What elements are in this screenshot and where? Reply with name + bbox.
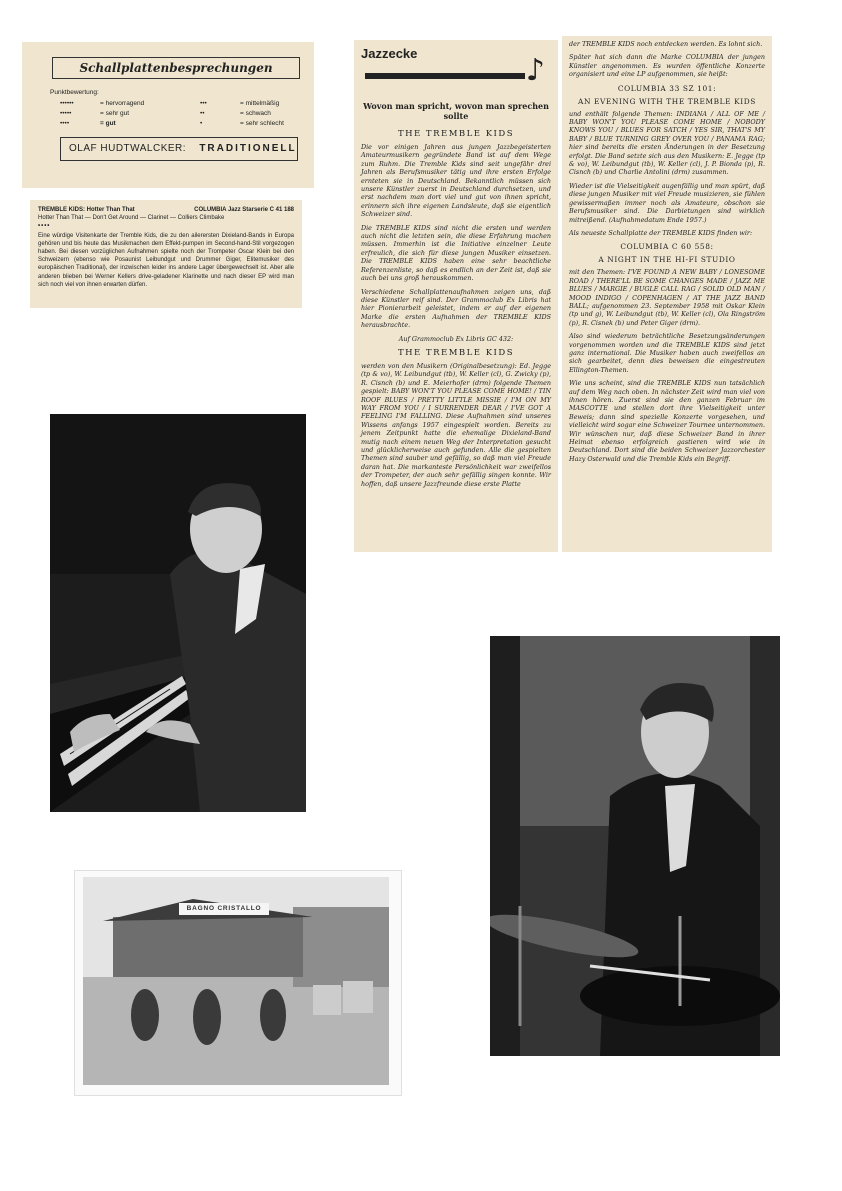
section-heading: THE TREMBLE KIDS <box>397 347 515 358</box>
drummer-illustration <box>490 636 780 1056</box>
jazzecke-headline: Wovon man spricht, wovon man sprechen sollte <box>363 101 549 121</box>
rating-symbol: ••• <box>200 100 207 107</box>
article-paragraph: Die TREMBLE KIDS sind nicht die ersten und werden auch nicht die letzten sein, die diese Erfahrung machen müssen. Immerhin ist die Initiative einzelner Leute erfreulich, die sich für diese jungen Musiker einsetzen. Die TREMBLE KIDS haben eine sehr beachtliche Referenzenliste, so daß es endlich an der Zeit ist, daß sie auch bei uns groß herauskommen. <box>361 223 551 283</box>
reviewer-box <box>60 137 298 161</box>
article-paragraph: Wieder ist die Vielseitigkeit augenfällig und man spürt, daß diese jungen Musiker mit viel Freude musizieren, sie fühlen gewissermaßen immer noch als Amateure, obschon sie Berufsmusiker sind. Die Darbietungen sind wirklich mitreißend. (Aufnahmedatum Ende 1957.) <box>569 181 765 224</box>
beach-photo-frame <box>74 870 402 1096</box>
record-review-text: Eine würdige Visitenkarte der Tremble Kids, die zu den ailerersten Dixieland-Bands in Europa gehören und bis heute das Musikmachen dem Effekt-pumpen im Second-hand-Stil vorgezogen haben. Bei diesen vorzüglichen Aufnahmen spielte noch der Trompeter Oscar Klein bei den Schweizern (ebenso wie Posaunist Leibundgut und Drummer Giger, Elitemusiker des europäischen Traditional), der inzwischen leider ins andere Lager übergewechselt ist. Aber alle anderen blieben bei Werner Kellers drive-geladener Klarinette und nach dieser EP wird man sich noch viel von ihnen erwarten dürfen. <box>38 232 294 288</box>
rating-label: = schwach <box>240 110 271 117</box>
article-paragraph: Wie uns scheint, sind die TREMBLE KIDS nun tatsächlich auf dem Weg nach oben. In nächster Zeit wird man viel von ihnen hören. Zuerst sind sie den ganzen Februar im MASCOTTE und stellen dort ihre Vielseitigkeit unter Beweis; dann sind spezielle Konzerte vorgesehen, und vielleicht wird sogar eine Schweizer Tournee unternommen. Wir wünschen nur, daß diese Schweizer Band in ihrer Heimat ebenso erfolgreich gastieren wird wie in Deutschland. Dort sind die beiden Schweizer Jazzorchester Hazy Osterwald und die Tremble Kids ein Begriff. <box>569 379 765 463</box>
beach-sign: BAGNO CRISTALLO <box>186 905 262 912</box>
saxophone-doodle-icon: ♪ <box>525 53 545 88</box>
rating-label: = sehr gut <box>100 110 130 117</box>
jazzecke-title: Jazzecke <box>361 46 418 61</box>
record-label: COLUMBIA Jazz Starserie C 41 188 <box>194 207 294 213</box>
rating-symbol: • <box>200 120 203 127</box>
record-tracks: Hotter Than That — Don't Get Around — Clarinet — Colliers Climbake <box>38 215 225 222</box>
rating-label: = hervorragend <box>100 100 145 107</box>
article-paragraph: Als neueste Schallplatte der TREMBLE KIDS finden wir: <box>569 228 753 237</box>
article-paragraph: der TREMBLE KIDS noch entdecken werden. Es lohnt sich. <box>569 40 763 48</box>
rating-label: = gut <box>100 120 116 127</box>
record-title: TREMBLE KIDS: Hotter Than That <box>38 207 135 213</box>
record-rating: •••• <box>38 223 51 230</box>
pianist-photo <box>50 414 306 812</box>
article-paragraph: mit den Themen: I'VE FOUND A NEW BABY / LONESOME ROAD / THERE'LL BE SOME CHANGES MADE / JAZZ ME BLUES / MARGIE / BUGLE CALL RAG / SOLID OLD MAN / MOOD INDIGO / COPENHAGEN / AT THE JAZZ BAND BALL; aufgenommen 23. September 1958 mit Oskar Klein (tp und g), W. Leibundgut (tb), W. Keller (cl), Ola Ringström (p), R. Cisnek (b) und Peter Giger (drm). <box>569 268 765 327</box>
article-paragraph: Also sind wiederum beträchtliche Besetzungsänderungen vorgenommen worden und die TREMBLE KIDS sind jetzt ganz international. Die Musiker haben auch zweifellos an sich gearbeitet, denn dies beweisen die eingestreuten Ellington-Themen. <box>569 332 765 374</box>
lp-label: COLUMBIA C 60 558: <box>620 242 714 252</box>
record-sub-label: Auf Grammoclub Ex Libris GC 432: <box>398 334 514 343</box>
record-review-clipping <box>30 200 302 308</box>
lp-title: AN EVENING WITH THE TREMBLE KIDS <box>578 96 756 106</box>
rating-legend <box>60 100 304 127</box>
article-paragraph: Später hat sich dann die Marke COLUMBIA der jungen Künstler angenommen. Es wurden öffentliche Konzerte organisiert und eine LP aufgenommen, sie heißt: <box>569 53 765 79</box>
jazzecke-continuation-clipping <box>562 36 772 552</box>
section-heading: THE TREMBLE KIDS <box>397 129 515 139</box>
jazzecke-clipping <box>354 40 558 552</box>
rating-legend-item <box>60 110 200 117</box>
lp-title: A NIGHT IN THE HI-FI STUDIO <box>598 255 736 265</box>
rating-legend-item <box>200 110 320 117</box>
article-paragraph: Verschiedene Schallplattenaufnahmen zeigen uns, daß diese Künstler reif sind. Der Grammoclub Ex Libris hat hier Pionierarbeit geleistet, indem er auf der eigenen Marke die ersten Aufnahmen der TREMBLE KIDS herausbrachte. <box>361 287 551 330</box>
rating-symbol: •• <box>200 110 205 117</box>
rating-label: = sehr schlecht <box>240 120 284 127</box>
lp-label: COLUMBIA 33 SZ 101: <box>617 83 717 93</box>
beach-photo <box>83 877 389 1085</box>
article-paragraph: werden von den Musikern (Originalbesetzung): Ed. Jegge (tp & vo), W. Leibundgut (tb), W. Keller (cl), G. Zwicky (p), R. Cisnch (b) und E. Meierhofer (drm) folgende Themen gespielt: BABY WON'T YOU PLEASE COME HOME! / TIN ROOF BLUES / PRETTY LITTLE MISSIE / I'M ON MY WAY FROM YOU / I SURRENDER DEAR / I'VE GOT A FEELING I'M FALLING. Diese Aufnahmen sind unseres Wissens anfangs 1957 eingespielt worden. Bereits zu jenem Zeitpunkt hatte die ehemalige Dixieland-Band mutig nach einem neuen Weg der Interpretation gesucht und glücklicherweise auch gefunden. Alle die gespielten Themen sind sauber und gefällig, so daß man viel Freude daran hat. Die markanteste Persönlichkeit war zweifellos der Trompeter, der auch sehr gefällig singen konnte. Wir hoffen, daß unsere Jazzfreunde diese erste Platte <box>361 361 551 488</box>
rating-legend-item <box>60 120 200 127</box>
rating-legend-clipping <box>22 42 314 188</box>
rating-legend-item <box>60 100 200 107</box>
rating-legend-item <box>200 100 320 107</box>
pianist-illustration <box>50 414 306 812</box>
rating-label: = mittelmäßig <box>240 100 280 107</box>
article-paragraph: und enthält folgende Themen: INDIANA / ALL OF ME / BABY WON'T YOU PLEASE COME HOME / NOBODY KNOWS YOU / BLUES FOR SATCH / YES SIR, THAT'S MY BABY / BLUE TURNING GREY OVER YOU / PANAMA RAG; hier sind bereits die ersten Änderungen in der Besetzung erfolgt. Die Band setzte sich aus den Musikern: E. Jegge (tp & vo), W. Leibundgut (tb), W. Keller (cl), J. P. Bionda (p), R. Cisnch (b) und Charlie Antolini (drm) zusammen. <box>569 109 765 177</box>
review-category: TRADITIONELL <box>199 143 297 154</box>
drummer-photo <box>490 636 780 1056</box>
article-paragraph: Die vor einigen Jahren aus jungen Jazzbegeisterten Amateurmusikern gegründete Band ist auf dem Wege zum Ruhm. Die Tremble Kids sind seit ungefähr drei Jahren als Berufsmusiker tätig und ihre ersten Erfolge ernteten sie in Deutschland. Bekanntlich müssen sich unsere Künstler zuerst in Deutschland durchsetzen, und erst nachdem man dort viel und gut von ihnen spricht, erinnern sich ihre eigenen Landsleute, daß sie eigentlich Schweizer sind. <box>361 143 551 219</box>
legend-label: Punktbewertung: <box>50 89 99 96</box>
rating-symbol: •••••• <box>60 100 74 107</box>
review-heading: Schallplattenbesprechungen <box>52 57 300 79</box>
rating-symbol: ••••• <box>60 110 72 117</box>
rating-symbol: •••• <box>60 120 70 127</box>
rating-legend-item <box>200 120 320 127</box>
reviewer-name: OLAF HUDTWALCKER: <box>69 143 187 154</box>
